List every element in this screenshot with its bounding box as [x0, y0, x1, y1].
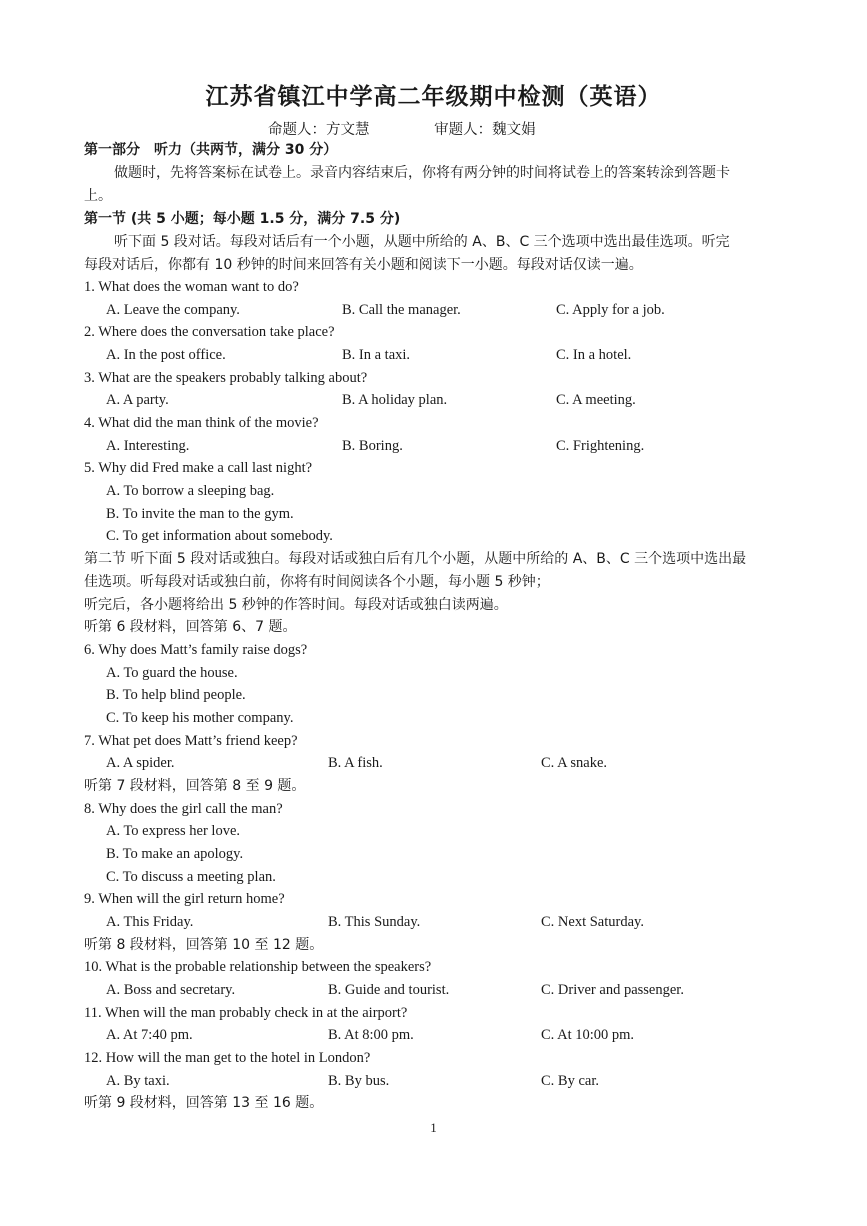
instruction-line: 听下面 5 段对话。每段对话后有一个小题，从题中所给的 A、B、C 三个选项中选出最佳选项。听完: [114, 234, 730, 250]
option-b: B. Guide and tourist.: [328, 982, 450, 998]
option-c: C. By car.: [541, 1073, 599, 1089]
option-b: B. In a taxi.: [342, 347, 411, 363]
material-heading: 听第 8 段材料，回答第 10 至 12 题。: [84, 937, 324, 953]
option-c: C. To get information about somebody.: [106, 528, 333, 544]
option-b: B. To invite the man to the gym.: [106, 506, 294, 522]
option-a: A. By taxi.: [106, 1073, 170, 1089]
instruction-line: 每段对话后，你都有 10 秒钟的时间来回答有关小题和阅读下一小题。每段对话仅读一遍。: [84, 257, 643, 273]
question: 9. When will the girl return home?: [84, 891, 285, 907]
material-heading: 听第 7 段材料，回答第 8 至 9 题。: [84, 778, 306, 794]
question: 11. When will the man probably check in at the airport?: [84, 1005, 408, 1021]
option-c: C. Frightening.: [556, 438, 645, 454]
question: 3. What are the speakers probably talking about?: [84, 370, 368, 386]
option-a: A. Interesting.: [106, 438, 190, 454]
option-a: A. Boss and secretary.: [106, 982, 236, 998]
option-c: C. To discuss a meeting plan.: [106, 869, 276, 885]
material-heading: 听第 9 段材料，回答第 13 至 16 题。: [84, 1095, 324, 1111]
option-c: C. Next Saturday.: [541, 914, 644, 930]
question: 7. What pet does Matt’s friend keep?: [84, 733, 298, 749]
option-a: A. In the post office.: [106, 347, 226, 363]
question: 6. Why does Matt’s family raise dogs?: [84, 642, 308, 658]
page-title: 江苏省镇江中学高二年级期中检测（英语）: [205, 84, 662, 110]
question: 5. Why did Fred make a call last night?: [84, 460, 313, 476]
option-a: A. A party.: [106, 392, 169, 408]
page-number: 1: [430, 1120, 437, 1135]
section2-instruction: 佳选项。听每段对话或独白前，你将有时间阅读各个小题，每小题 5 秒钟；: [84, 574, 550, 590]
section2-instruction: 第二节 听下面 5 段对话或独白。每段对话或独白后有几个小题，从题中所给的 A、B、C 三个选项中选出最: [84, 551, 747, 567]
authors-line: [268, 118, 536, 139]
option-a: A. A spider.: [106, 755, 175, 771]
question: 12. How will the man get to the hotel in London?: [84, 1050, 371, 1066]
question: 10. What is the probable relationship between the speakers?: [84, 959, 432, 975]
option-c: C. A snake.: [541, 755, 608, 771]
question: 8. Why does the girl call the man?: [84, 801, 283, 817]
setter: 命题人：方文慧: [268, 122, 370, 138]
option-b: B. By bus.: [328, 1073, 390, 1089]
option-c: C. At 10:00 pm.: [541, 1027, 635, 1043]
option-c: C. A meeting.: [556, 392, 636, 408]
option-c: C. Apply for a job.: [556, 302, 665, 318]
question: 4. What did the man think of the movie?: [84, 415, 319, 431]
option-b: B. Call the manager.: [342, 302, 461, 318]
option-a: A. To guard the house.: [106, 665, 238, 681]
section2-instruction: 听完后，各小题将给出 5 秒钟的作答时间。每段对话或独白读两遍。: [84, 597, 508, 613]
option-c: C. To keep his mother company.: [106, 710, 294, 726]
question: 1. What does the woman want to do?: [84, 279, 299, 295]
option-a: A. This Friday.: [106, 914, 194, 930]
instruction-line: 做题时，先将答案标在试卷上。录音内容结束后，你将有两分钟的时间将试卷上的答案转涂到答题卡: [114, 165, 730, 181]
option-a: A. At 7:40 pm.: [106, 1027, 193, 1043]
section1-heading: 第一节 (共 5 小题；每小题 1.5 分，满分 7.5 分): [84, 211, 401, 227]
option-b: B. A fish.: [328, 755, 383, 771]
option-b: B. A holiday plan.: [342, 392, 448, 408]
part1-heading: 第一部分 听力（共两节，满分 30 分）: [84, 142, 338, 158]
option-c: C. In a hotel.: [556, 347, 632, 363]
option-b: B. Boring.: [342, 438, 403, 454]
reviewer: 审题人：魏文娟: [434, 122, 536, 138]
option-b: B. To help blind people.: [106, 687, 246, 703]
instruction-line: 上。: [84, 188, 112, 204]
option-b: B. This Sunday.: [328, 914, 421, 930]
option-b: B. To make an apology.: [106, 846, 244, 862]
material-heading: 听第 6 段材料，回答第 6、7 题。: [84, 619, 297, 635]
option-a: A. Leave the company.: [106, 302, 240, 318]
option-b: B. At 8:00 pm.: [328, 1027, 414, 1043]
option-a: A. To borrow a sleeping bag.: [106, 483, 275, 499]
option-a: A. To express her love.: [106, 823, 241, 839]
option-c: C. Driver and passenger.: [541, 982, 684, 998]
question: 2. Where does the conversation take place?: [84, 324, 335, 340]
